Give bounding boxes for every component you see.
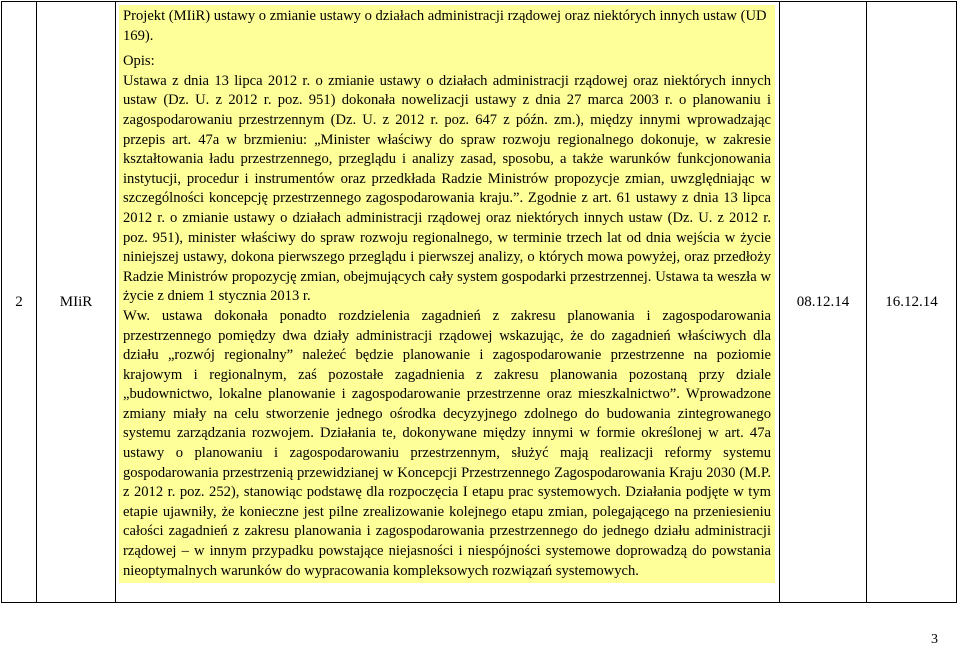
description-cell — [116, 2, 780, 603]
opis-label: Opis: — [123, 53, 155, 70]
institution-cell: MIiR — [37, 2, 116, 603]
document-table — [1, 1, 957, 603]
table-row — [2, 2, 957, 603]
description-paragraph-2: Ww. ustawa dokonała ponadto rozdzielenia zagadnień z zakresu planowania i zagospodarowania przestrzennego pomiędzy dwa działy administracji rządowej wskazując, że do zagadnień właściwych dla działu „rozwój regionalny” należeć będzie planowanie i zagospodarowanie przestrzenne na poziomie krajowym i regionalnym, zaś pozostałe zagadnienia z zakresu planowania pozostaną przy dziale „budownictwo, lokalne planowanie i zagospodarowanie przestrzenne oraz mieszkalnictwo”. Wprowadzone zmiany miały na celu stworzenie jednego ośrodka decyzyjnego zdolnego do budowania zintegrowanego systemu zarządzania rozwojem. Działania te, dokonywane między innymi w formie określonej w art. 47a ustawy o planowaniu i zagospodarowaniu przestrzennym, służyć mają realizacji reformy systemu gospodarowania przestrzenią przewidzianej w Koncepcji Przestrzennego Zagospodarowania Kraju 2030 (M.P. z 2012 r. poz. 252), stanowiąc podstawę dla rozpoczęcia I etapu prac systemowych. Działania podjęte w tym etapie ujawniły, że konieczne jest pilne zrealizowanie kolejnego etapu zmian, polegającego na przeniesieniu całości zagadnień z zakresu planowania i zagospodarowania przestrzennego do jednego działu administracji rządowej – w innym przypadku powstające niejasności i niespójności systemowe doprowadzą do powstania nieoptymalnych warunków do wypracowania kompleksowych rozwiązań systemowych. — [123, 307, 771, 579]
end-date-cell: 16.12.14 — [867, 2, 957, 603]
row-number: 2 — [2, 2, 37, 603]
page-number: 3 — [931, 632, 938, 647]
description-paragraph-1: Ustawa z dnia 13 lipca 2012 r. o zmianie ustawy o działach administracji rządowej oraz niektórych innych ustaw (Dz. U. z 2012 r. poz. 951) dokonała nowelizacji ustawy z dnia 27 marca 2003 r. o planowaniu i zagospodarowaniu przestrzennym (Dz. U. z 2012 r. poz. 647 z późn. zm.), między innymi wprowadzając przepis art. 47a w brzmieniu: „Minister właściwy do spraw rozwoju regionalnego dokonuje, w zakresie kształtowania ładu przestrzennego, przeglądu i analizy zasad, sposobu, a także warunków funkcjonowania instytucji, procedur i instrumentów oraz przedkłada Radzie Ministrów propozycje zmian, uwzględniając w szczególności koncepcję przestrzennego zagospodarowania kraju.”. Zgodnie z art. 61 ustawy z dnia 13 lipca 2012 r. o zmianie ustawy o działach administracji rządowej oraz niektórych innych ustaw (Dz. U. z 2012 r. poz. 951), minister właściwy do spraw rozwoju regionalnego, w terminie trzech lat od dnia wejścia w życie niniejszej ustawy, dokona pierwszego przeglądu i pierwszej analizy, o których mowa powyżej, oraz przedłoży Radzie Ministrów propozycję zmian, obejmujących cały system gospodarki przestrzennej. Ustawa ta weszła w życie z dniem 1 stycznia 2013 r. — [123, 72, 771, 305]
highlighted-description — [119, 5, 775, 583]
start-date-cell: 08.12.14 — [780, 2, 867, 603]
project-title: Projekt (MIiR) ustawy o zmianie ustawy o działach administracji rządowej oraz niektórych innych ustaw (UD 169). — [123, 8, 767, 44]
